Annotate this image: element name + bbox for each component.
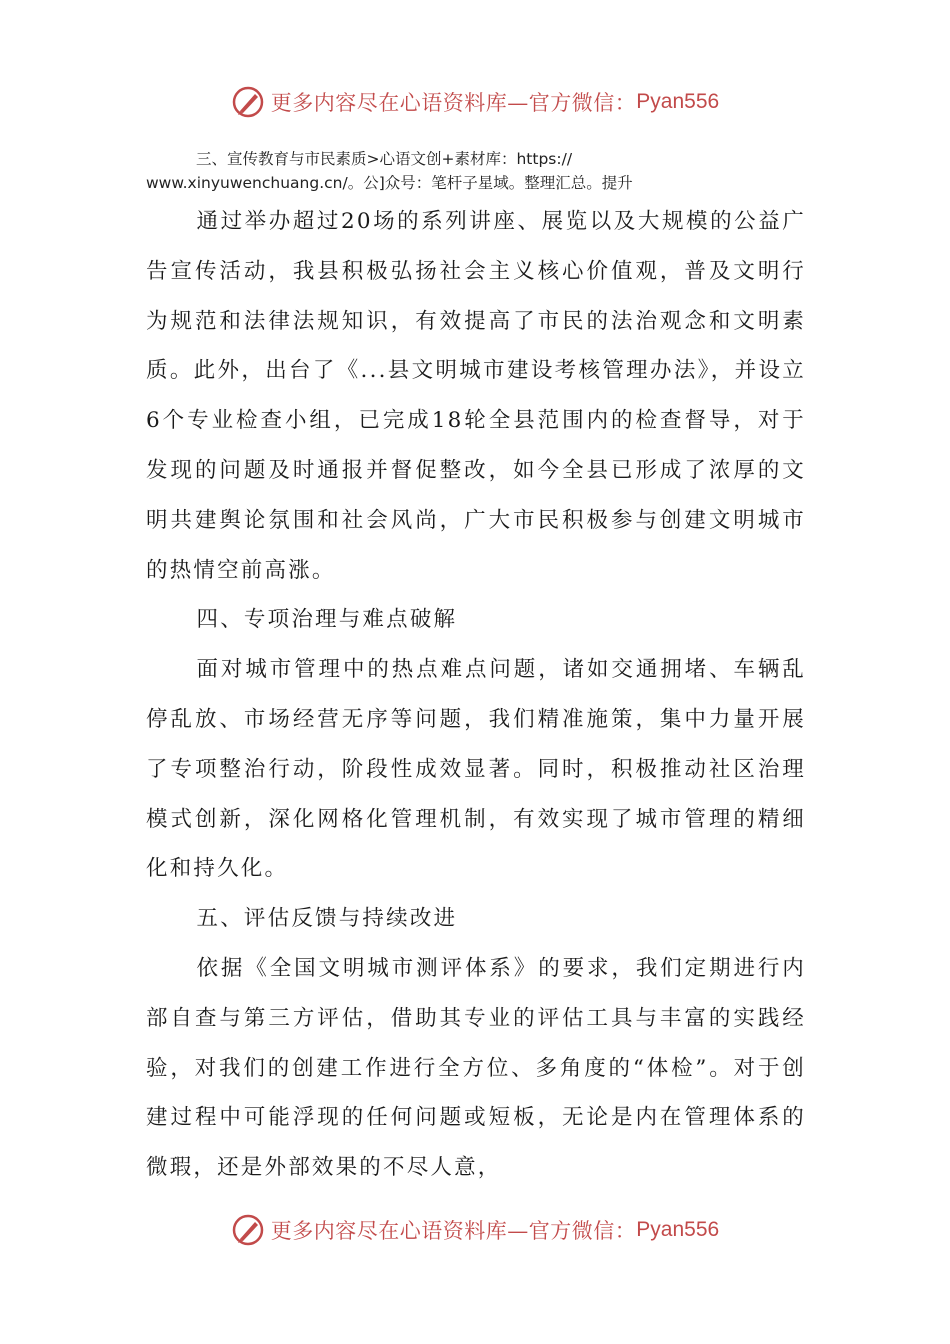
paragraph-publicity: 通过举办超过20场的系列讲座、展览以及大规模的公益广告宣传活动，我县积极弘扬社会主义核心价值观，普及文明行为规范和法律法规知识，有效提高了市民的法治观念和文明素质。此外，出台了《...县文明城市建设考核管理办法》，并设立6个专业检查小组，已完成18轮全县范围内的检查督导，对于发现的问题及时通报并督促整改，如今全县已形成了浓厚的文明共建舆论氛围和社会风尚，广大市民积极参与创建文明城市的热情空前高涨。 [146,209,806,583]
pen-logo-icon [231,1213,265,1247]
header-line-1: 三、宣传教育与市民素质>心语文创+素材库：https:// [196,150,573,168]
paragraph-evaluation: 依据《全国文明城市测评体系》的要求，我们定期进行内部自查与第三方评估，借助其专业的评估工具与丰富的实践经验，对我们的创建工作进行全方位、多角度的“体检”。对于创建过程中可能浮现的任何问题或短板，无论是内在管理体系的微瑕，还是外部效果的不尽人意， [146,955,806,1181]
document-body [146,197,806,1193]
watermark-banner-bottom [0,1210,950,1250]
watermark-wechat-id: Pyan556 [636,90,720,113]
watermark-wechat-id: Pyan556 [636,1218,720,1241]
pen-logo-icon [231,85,265,119]
watermark-text: 更多内容尽在心语资料库—官方微信： [270,1219,637,1243]
section-heading-4: 四、专项治理与难点破解 [196,607,458,633]
paragraph-special-governance: 面对城市管理中的热点难点问题，诸如交通拥堵、车辆乱停乱放、市场经营无序等问题，我们精准施策，集中力量开展了专项整治行动，阶段性成效显著。同时，积极推动社区治理模式创新，深化网格化管理机制，有效实现了城市管理的精细化和持久化。 [146,657,806,882]
watermark-text: 更多内容尽在心语资料库—官方微信： [270,91,637,115]
section-heading-5: 五、评估反馈与持续改进 [196,906,458,932]
header-line-2: www.xinyuwenchuang.cn/。公]众号：笔杆子星域。整理汇总。提升 [146,174,633,192]
watermark-banner-top [0,82,950,122]
